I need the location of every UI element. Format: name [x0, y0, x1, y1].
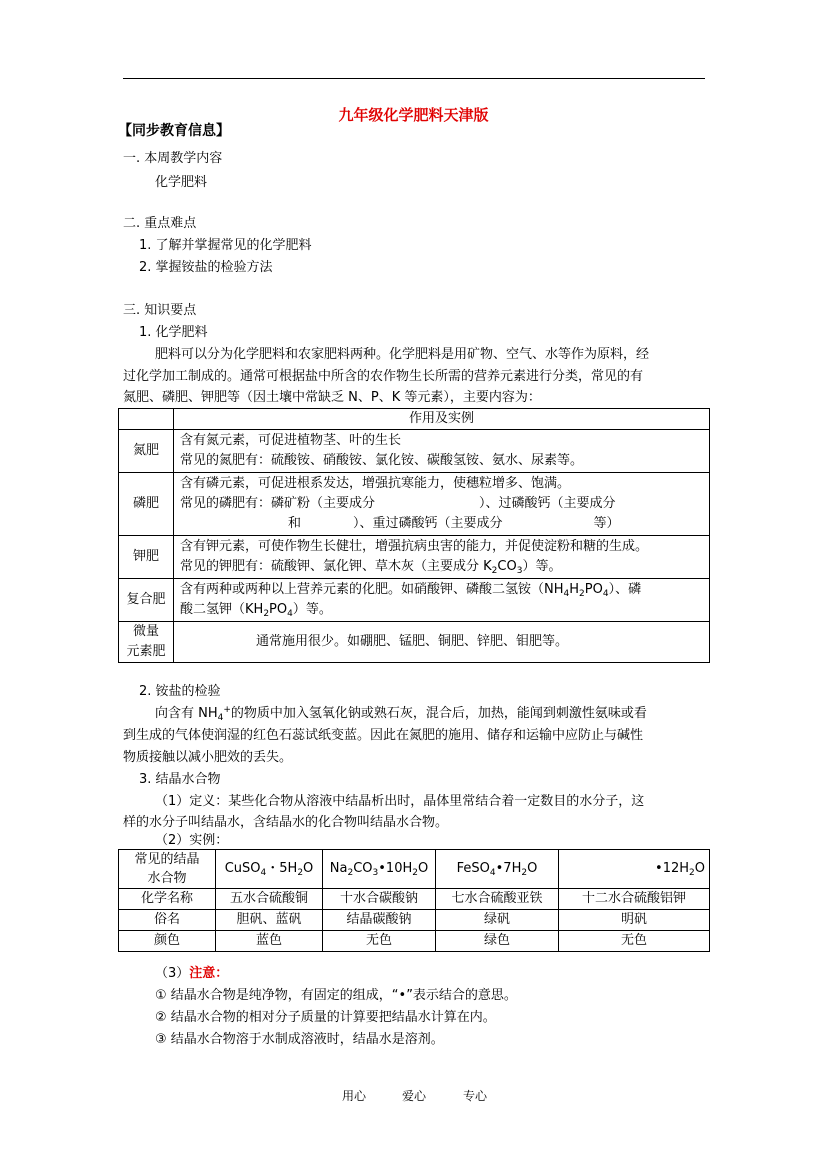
example-label: （2）实例： — [155, 833, 229, 848]
table-row — [119, 910, 710, 931]
table-cell: 无色 — [559, 931, 710, 952]
paragraph-line: 向含有 $NH_4^+$的物质中加入氢氧化钠或熟石灰，混合后，加热，能闻到刺激性氨味或看 — [155, 705, 647, 723]
row-content — [174, 430, 710, 473]
s3-sub1: 1. 化学肥料 — [139, 325, 208, 340]
s2-item: 1. 了解并掌握常见的化学肥料 — [139, 238, 312, 253]
note-item: ② 结晶水合物的相对分子质量的计算要把结晶水计算在内。 — [155, 1010, 496, 1025]
table-cell: 明矾 — [559, 910, 710, 931]
table-row — [119, 409, 710, 430]
paragraph-line: 氮肥、磷肥、钾肥等（因土壤中常缺乏 N、P、K 等元素），主要内容为： — [123, 390, 541, 405]
s2-item: 2. 掌握铵盐的检验方法 — [139, 260, 273, 275]
table-cell: 绿色 — [436, 931, 559, 952]
table-row — [119, 430, 710, 473]
paragraph-line: 到生成的气体使润湿的红色石蕊试纸变蓝。因此在氮肥的施用、储存和运输中应防止与碱性 — [123, 728, 644, 743]
header-line: 常见的结晶 — [134, 852, 200, 867]
formula-cell: $•12H_2O$ — [559, 850, 710, 889]
s1-content: 化学肥料 — [155, 175, 208, 190]
row-label: 钾肥 — [119, 536, 174, 579]
content-line: 含有两种或两种以上营养元素的化肥。如硝酸钾、磷酸二氢铵$(NH_4H_2PO_4)$、磷 — [180, 582, 642, 599]
table-header: 作用及实例 — [174, 409, 710, 430]
note-prefix: （3） — [155, 966, 190, 981]
table-cell: 颜色 — [119, 931, 216, 952]
table-cell: 绿矾 — [436, 910, 559, 931]
label-line: 微量 — [132, 624, 159, 639]
note-heading — [155, 965, 228, 983]
table-row — [119, 473, 710, 536]
content-line: 常见的钾肥有：硫酸钾、氯化钾、草木灰（主要成分 $K_2CO_3$）等。 — [180, 559, 562, 576]
table-cell: 无色 — [323, 931, 436, 952]
content-line: 常见的磷肥有：磷矿粉（主要成分 ）、过磷酸钙（主要成分 — [180, 496, 616, 511]
row-content — [174, 473, 710, 536]
page-title: 九年级化学肥料天津版 — [338, 106, 489, 124]
table-row — [119, 889, 710, 910]
content-line: 酸二氢钾$(KH_2PO_4)$等。 — [180, 602, 332, 619]
label-line: 元素肥 — [126, 644, 166, 659]
footer-text: 专心 — [463, 1089, 488, 1103]
table-corner-cell — [119, 409, 174, 430]
fertilizer-table — [118, 408, 710, 663]
hydrate-table — [118, 849, 710, 952]
content-line: 含有磷元素，可促进根系发达，增强抗寒能力，使穗粒增多、饱满。 — [180, 476, 571, 491]
note-label: 注意： — [189, 966, 229, 981]
row-content — [174, 579, 710, 622]
section-header: 【同步教育信息】 — [118, 123, 230, 139]
content-line: 常见的氮肥有：硫酸铵、硝酸铵、氯化铵、碳酸氢铵、氨水、尿素等。 — [180, 453, 584, 468]
table-cell: 蓝色 — [216, 931, 323, 952]
s2-heading: 二. 重点难点 — [123, 216, 197, 231]
footer-text: 爱心 — [402, 1089, 427, 1103]
s3-sub3: 3. 结晶水合物 — [139, 772, 221, 787]
table-row — [119, 536, 710, 579]
row-label: 复合肥 — [119, 579, 174, 622]
table-cell: 俗名 — [119, 910, 216, 931]
formula-cell: CuSO$_4$・$5H_2O$ — [216, 850, 323, 889]
content-line: 含有钾元素，可使作物生长健壮，增强抗病虫害的能力，并促使淀粉和糖的生成。 — [180, 539, 649, 554]
table-row — [119, 622, 710, 663]
note-item: ① 结晶水合物是纯净物，有固定的组成，“•”表示结合的意思。 — [155, 988, 517, 1003]
table-cell: 胆矾、蓝矾 — [216, 910, 323, 931]
formula-cell: $Na_2CO_3•10H_2O$ — [323, 850, 436, 889]
table-cell: 五水合硫酸铜 — [216, 889, 323, 910]
header-rule — [123, 78, 705, 79]
content-line: 含有氮元素，可促进植物茎、叶的生长 — [180, 433, 402, 448]
footer-text: 用心 — [342, 1089, 367, 1103]
table-row — [119, 931, 710, 952]
paragraph-line: 过化学加工制成的。通常可根据盐中所含的农作物生长所需的营养元素进行分类，常见的有 — [123, 369, 644, 384]
row-label: 氮肥 — [119, 430, 174, 473]
table-cell: 十二水合硫酸铝钾 — [559, 889, 710, 910]
s3-sub2: 2. 铵盐的检验 — [139, 684, 221, 699]
header-line: 水合物 — [147, 871, 187, 886]
table-cell: 七水合硫酸亚铁 — [436, 889, 559, 910]
row-label — [119, 622, 174, 663]
row-label: 磷肥 — [119, 473, 174, 536]
formula-cell: $FeSO_4•7H_2O$ — [436, 850, 559, 889]
paragraph-line: 物质接触以减小肥效的丢失。 — [123, 750, 293, 765]
row-content — [174, 536, 710, 579]
paragraph-line: （1）定义：某些化合物从溶液中结晶析出时，晶体里常结合着一定数目的水分子，这 — [155, 794, 645, 809]
content-line: 和 ）、重过磷酸钙（主要成分 等） — [236, 516, 620, 531]
table-cell: 结晶碳酸钠 — [323, 910, 436, 931]
table-cell: 化学名称 — [119, 889, 216, 910]
table-row — [119, 579, 710, 622]
table-header — [119, 850, 216, 889]
paragraph-line: 样的水分子叫结晶水，含结晶水的化合物叫结晶水合物。 — [123, 815, 449, 830]
row-content: 通常施用很少。如硼肥、锰肥、铜肥、锌肥、钼肥等。 — [174, 622, 710, 663]
note-item: ③ 结晶水合物溶于水制成溶液时，结晶水是溶剂。 — [155, 1032, 444, 1047]
s3-heading: 三. 知识要点 — [123, 303, 197, 318]
s1-heading: 一. 本周教学内容 — [123, 151, 223, 166]
paragraph-line: 肥料可以分为化学肥料和农家肥料两种。化学肥料是用矿物、空气、水等作为原料，经 — [155, 347, 650, 362]
table-cell: 十水合碳酸钠 — [323, 889, 436, 910]
table-row — [119, 850, 710, 889]
